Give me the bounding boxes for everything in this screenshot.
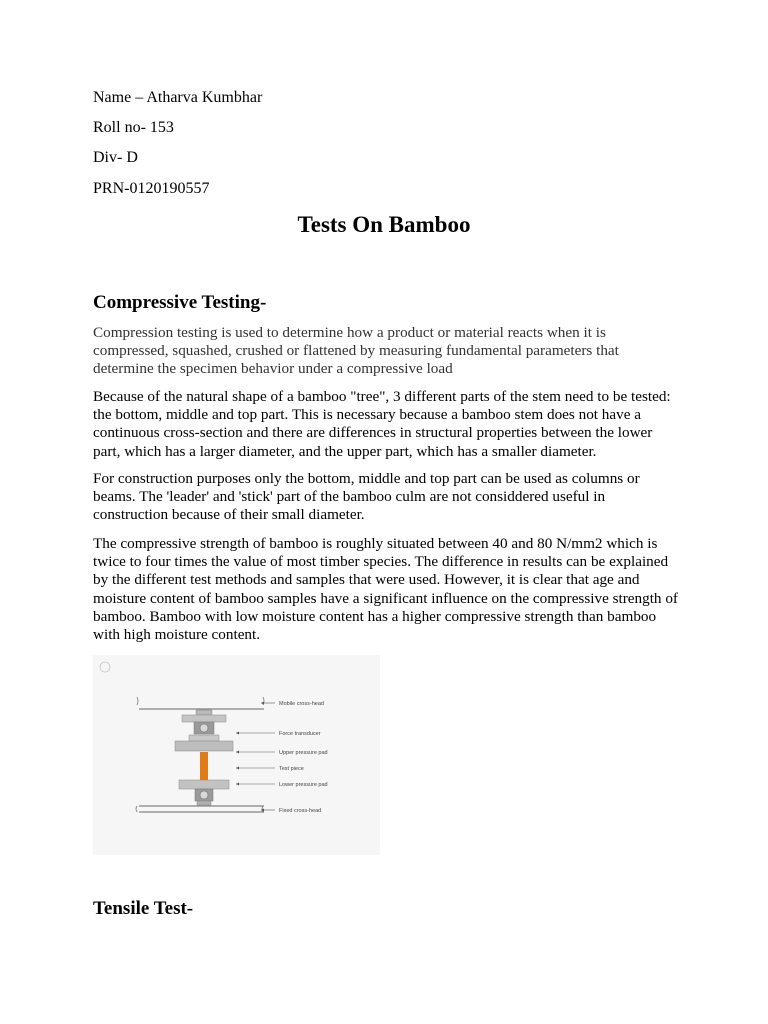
compression-test-diagram — [93, 655, 380, 855]
upper-pressure-pad — [175, 735, 233, 751]
label-arrows — [236, 703, 275, 810]
label-lower-pressure-pad: Lower pressure pad — [279, 782, 328, 788]
test-piece — [200, 752, 208, 780]
lower-pressure-pad — [179, 780, 229, 805]
label-mobile-cross-head: Mobile cross-head — [279, 701, 324, 707]
compressive-paragraph-1: Because of the natural shape of a bamboo "tree", 3 different parts of the stem need to be tested: the bottom, middle and top part. This is necessary because a bamboo stem does not have a continuous cross-section and there are differences in structural properties between the lower part, which has a larger diameter, and the upper part, which has a smaller diameter. — [93, 388, 671, 460]
mobile-cross-head — [137, 697, 264, 709]
label-test-piece: Test piece — [279, 766, 304, 772]
student-name: Name – Atharva Kumbhar — [93, 89, 263, 106]
compressive-paragraph-3: The compressive strength of bamboo is roughly situated between 40 and 80 N/mm2 which is twice to four times the value of most timber species. The difference in results can be explained by the different test methods and samples that were used. However, it is clear that age and moisture content of bamboo samples have a significant influence on the compressive strength of bamboo. Bamboo with low moisture content has a higher compressive strength than bamboo with high moisture content. — [93, 535, 678, 644]
arrow-heads — [236, 702, 264, 812]
roll-number: Roll no- 153 — [93, 119, 174, 136]
document-title: Tests On Bamboo — [297, 212, 471, 237]
watermark-icon — [100, 662, 110, 672]
label-upper-pressure-pad: Upper pressure pad — [279, 750, 328, 756]
force-transducer — [182, 710, 226, 734]
division: Div- D — [93, 149, 138, 166]
compressive-intro: Compression testing is used to determine how a product or material reacts when it is compressed, squashed, crushed or flattened by measuring fundamental parameters that determine the specimen behavior under a compressive load — [93, 324, 619, 378]
prn-number: PRN-0120190557 — [93, 180, 210, 197]
label-fixed-cross-head: Fixed cross-head — [279, 808, 322, 814]
compressive-paragraph-2: For construction purposes only the bottom, middle and top part can be used as columns or beams. The 'leader' and 'stick' part of the bamboo culm are not considdered useful in construction because of their small diameter. — [93, 470, 640, 524]
tensile-heading: Tensile Test- — [93, 898, 194, 919]
fixed-cross-head — [136, 806, 264, 812]
label-force-transducer: Force transducer — [279, 731, 321, 737]
compressive-heading: Compressive Testing- — [93, 292, 267, 313]
